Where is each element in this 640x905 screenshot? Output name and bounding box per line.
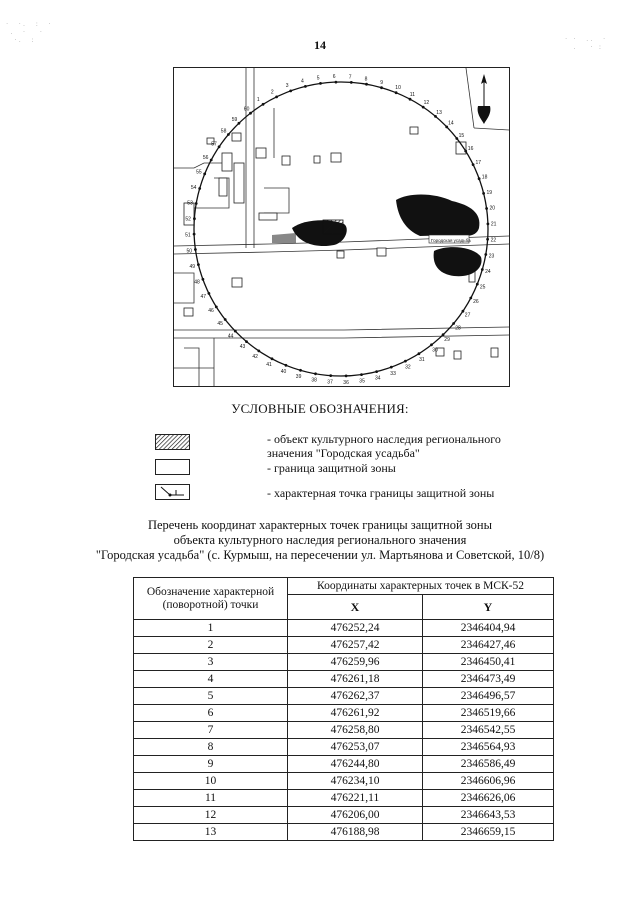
boundary-point [218, 145, 221, 148]
boundary-point-label: 54 [190, 184, 197, 191]
boundary-point [299, 369, 302, 372]
boundary-point [275, 96, 278, 99]
boundary-point-label: 56 [202, 155, 209, 162]
legend-point-text: - характерная точка границы защитной зоны [267, 486, 495, 500]
cell-y: 2346473,49 [423, 671, 554, 688]
boundary-point [487, 223, 490, 226]
cell-x: 476252,24 [288, 620, 423, 637]
cell-y: 2346542,55 [423, 722, 554, 739]
boundary-point [234, 330, 237, 333]
boundary-point [472, 163, 475, 166]
boundary-point [194, 248, 197, 251]
list-title-line3: "Городская усадьба" (с. Курмыш, на пересечении ул. Мартьянова и Советской, 10/8) [95, 548, 545, 562]
cell-n: 13 [134, 824, 288, 841]
boundary-point-label: 8 [364, 76, 368, 83]
boundary-point-label: 23 [488, 253, 495, 260]
page-number: 14 [314, 38, 326, 52]
hatched-object-icon [155, 434, 190, 450]
boundary-point [380, 86, 383, 89]
cell-y: 2346564,93 [423, 739, 554, 756]
boundary-point-label: 20 [489, 205, 496, 212]
boundary-point-label: 42 [252, 353, 258, 360]
table-row [134, 654, 554, 671]
boundary-point-label: 15 [458, 132, 465, 139]
boundary-point [195, 202, 198, 205]
boundary-point [469, 297, 472, 300]
boundary-point [319, 82, 322, 85]
boundary-point-label: 43 [239, 344, 246, 351]
boundary-point-label: 26 [473, 298, 479, 305]
boundary-point-label: 34 [375, 375, 381, 382]
boundary-point [249, 112, 252, 115]
cell-y: 2346450,41 [423, 654, 554, 671]
cell-y: 2346519,66 [423, 705, 554, 722]
boundary-point-label: 37 [327, 379, 333, 386]
cell-x: 476259,96 [288, 654, 423, 671]
boundary-point-label: 57 [211, 141, 217, 148]
boundary-point [365, 83, 368, 86]
boundary-point [350, 81, 353, 84]
cell-n: 9 [134, 756, 288, 773]
boundary-point [390, 366, 393, 369]
cell-x: 476234,10 [288, 773, 423, 790]
boundary-point [375, 370, 378, 373]
boundary-point-label: 7 [348, 74, 352, 81]
coordinates-table-body [134, 620, 554, 841]
cell-x: 476253,07 [288, 739, 423, 756]
boundary-point-label: 3 [285, 83, 289, 90]
boundary-point-label: 31 [419, 356, 425, 363]
boundary-point-label: 29 [444, 337, 450, 344]
boundary-point-label: 59 [231, 116, 238, 123]
cell-n: 5 [134, 688, 288, 705]
boundary-point [210, 159, 213, 162]
cell-n: 2 [134, 637, 288, 654]
cell-y: 2346626,06 [423, 790, 554, 807]
boundary-point [486, 238, 489, 241]
table-row [134, 620, 554, 637]
north-arrow-icon [478, 74, 491, 124]
boundary-point-label: 21 [490, 221, 497, 228]
boundary-point [335, 81, 338, 84]
table-row [134, 756, 554, 773]
boundary-point [481, 268, 484, 271]
boundary-point [224, 318, 227, 321]
boundary-point [202, 278, 205, 281]
boundary-point [476, 283, 479, 286]
boundary-point [208, 292, 211, 295]
scan-noise-right: · · .. · . · : [565, 35, 608, 51]
boundary-point-label: 18 [481, 174, 488, 181]
table-row [134, 807, 554, 824]
cell-n: 3 [134, 654, 288, 671]
boundary-point-label: 19 [486, 190, 493, 196]
cell-x: 476221,11 [288, 790, 423, 807]
boundary-point-label: 13 [436, 109, 442, 116]
cell-y: 2346404,94 [423, 620, 554, 637]
cell-y: 2346659,15 [423, 824, 554, 841]
legend-heritage-line2: значения "Городская усадьба" [267, 446, 420, 460]
boundary-point-icon [155, 484, 190, 500]
boundary-point [197, 263, 200, 266]
boundary-point-label: 55 [196, 169, 202, 176]
boundary-point-label: 53 [187, 200, 193, 207]
boundary-point [478, 177, 481, 180]
table-row [134, 722, 554, 739]
col-header-y: Y [423, 595, 554, 620]
boundary-point-label: 5 [316, 75, 320, 82]
boundary-point-label: 52 [185, 216, 191, 223]
boundary-point-label: 41 [266, 362, 272, 369]
list-title-line2: объекта культурного наследия регионального значения [173, 533, 467, 547]
boundary-point [245, 340, 248, 343]
cell-n: 10 [134, 773, 288, 790]
cell-y: 2346643,53 [423, 807, 554, 824]
col-header-point: Обозначение характерной (поворотной) точки [134, 578, 288, 620]
boundary-point [404, 360, 407, 363]
boundary-point [409, 98, 412, 101]
cell-n: 7 [134, 722, 288, 739]
legend-title: УСЛОВНЫЕ ОБОЗНАЧЕНИЯ: [231, 401, 409, 416]
cell-x: 476188,98 [288, 824, 423, 841]
boundary-point [262, 103, 265, 106]
boundary-point [289, 90, 292, 93]
building-label: Городская усадьба [431, 238, 471, 243]
boundary-point-label: 17 [475, 159, 482, 166]
boundary-point [285, 364, 288, 367]
boundary-point [418, 352, 421, 355]
scan-noise-left: · ·. : · . · · ·. : [6, 20, 53, 44]
cell-n: 8 [134, 739, 288, 756]
cell-y: 2346606,96 [423, 773, 554, 790]
boundary-point [215, 306, 218, 309]
boundary-point-label: 36 [343, 379, 349, 386]
boundary-point [227, 133, 230, 136]
boundary-point-label: 30 [432, 347, 438, 354]
boundary-point [304, 85, 307, 88]
boundary-point-label: 39 [295, 374, 302, 381]
legend-zone-text: - граница защитной зоны [267, 461, 396, 475]
boundary-point [360, 373, 363, 376]
boundary-point [203, 173, 206, 176]
boundary-point [193, 217, 196, 220]
table-row [134, 705, 554, 722]
cell-x: 476261,92 [288, 705, 423, 722]
cell-n: 1 [134, 620, 288, 637]
boundary-point [257, 350, 260, 353]
boundary-point [329, 374, 332, 377]
boundary-point-label: 40 [280, 368, 287, 375]
boundary-point [482, 192, 485, 195]
table-row [134, 790, 554, 807]
heritage-object-hatched [323, 220, 343, 234]
boundary-point [485, 207, 488, 210]
cell-x: 476206,00 [288, 807, 423, 824]
boundary-point-label: 11 [409, 91, 416, 98]
boundary-point-label: 9 [380, 79, 383, 86]
coordinates-list-title [0, 518, 640, 563]
cell-x: 476257,42 [288, 637, 423, 654]
cell-x: 476262,37 [288, 688, 423, 705]
cell-n: 4 [134, 671, 288, 688]
boundary-point-label: 47 [200, 294, 207, 301]
cell-y: 2346496,57 [423, 688, 554, 705]
boundary-point-label: 51 [185, 232, 191, 239]
cell-y: 2346427,46 [423, 637, 554, 654]
boundary-point-label: 60 [243, 106, 250, 113]
cell-x: 476244,80 [288, 756, 423, 773]
map-scheme [173, 67, 510, 387]
boundary-point [430, 343, 433, 346]
legend-heritage-line1: - объект культурного наследия регионального [267, 432, 501, 446]
cell-x: 476258,80 [288, 722, 423, 739]
boundary-point [198, 187, 201, 190]
table-row [134, 637, 554, 654]
table-row [134, 671, 554, 688]
cell-n: 12 [134, 807, 288, 824]
boundary-point-label: 48 [194, 279, 200, 286]
boundary-point [464, 150, 467, 153]
boundary-point [484, 253, 487, 256]
list-title-line1: Перечень координат характерных точек границы защитной зоны [147, 518, 493, 532]
boundary-point-label: 32 [405, 364, 411, 371]
boundary-point-label: 46 [208, 308, 214, 315]
boundary-point-label: 1 [256, 97, 260, 104]
boundary-point-label: 4 [301, 78, 304, 85]
col-header-x: X [288, 595, 423, 620]
boundary-point-label: 58 [220, 128, 227, 135]
cell-x: 476261,18 [288, 671, 423, 688]
boundary-point-label: 10 [395, 85, 401, 92]
boundary-point-label: 2 [270, 89, 274, 96]
boundary-point-label: 44 [227, 333, 234, 340]
boundary-point-label: 6 [332, 74, 336, 81]
table-row [134, 773, 554, 790]
boundary-point-label: 50 [186, 248, 193, 255]
boundary-point-label: 25 [479, 284, 486, 291]
boundary-point [271, 357, 274, 360]
cell-y: 2346586,49 [423, 756, 554, 773]
boundary-point-label: 33 [390, 370, 396, 377]
coordinates-table [133, 577, 554, 841]
boundary-point-label: 45 [217, 321, 223, 328]
boundary-point [442, 333, 445, 336]
zone-boundary-icon [155, 459, 190, 475]
boundary-point-label: 12 [423, 100, 430, 107]
table-row [134, 824, 554, 841]
boundary-point-label: 28 [455, 325, 461, 332]
cell-n: 6 [134, 705, 288, 722]
boundary-point [395, 91, 398, 94]
boundary-point-label: 22 [490, 237, 497, 244]
boundary-point-label: 49 [189, 264, 196, 270]
map-drawing [174, 68, 509, 386]
table-row [134, 688, 554, 705]
boundary-point [345, 375, 348, 378]
boundary-point-label: 35 [359, 378, 365, 385]
boundary-point [193, 233, 196, 236]
cell-n: 11 [134, 790, 288, 807]
boundary-point-label: 24 [485, 269, 491, 276]
col-header-coords: Координаты характерных точек в МСК-52 [288, 578, 554, 595]
boundary-point [238, 122, 241, 125]
boundary-point-label: 16 [467, 145, 474, 152]
table-row [134, 739, 554, 756]
boundary-point-label: 38 [311, 377, 317, 384]
boundary-point-label: 14 [448, 120, 454, 127]
boundary-point [314, 372, 317, 375]
boundary-point-label: 27 [464, 312, 471, 319]
